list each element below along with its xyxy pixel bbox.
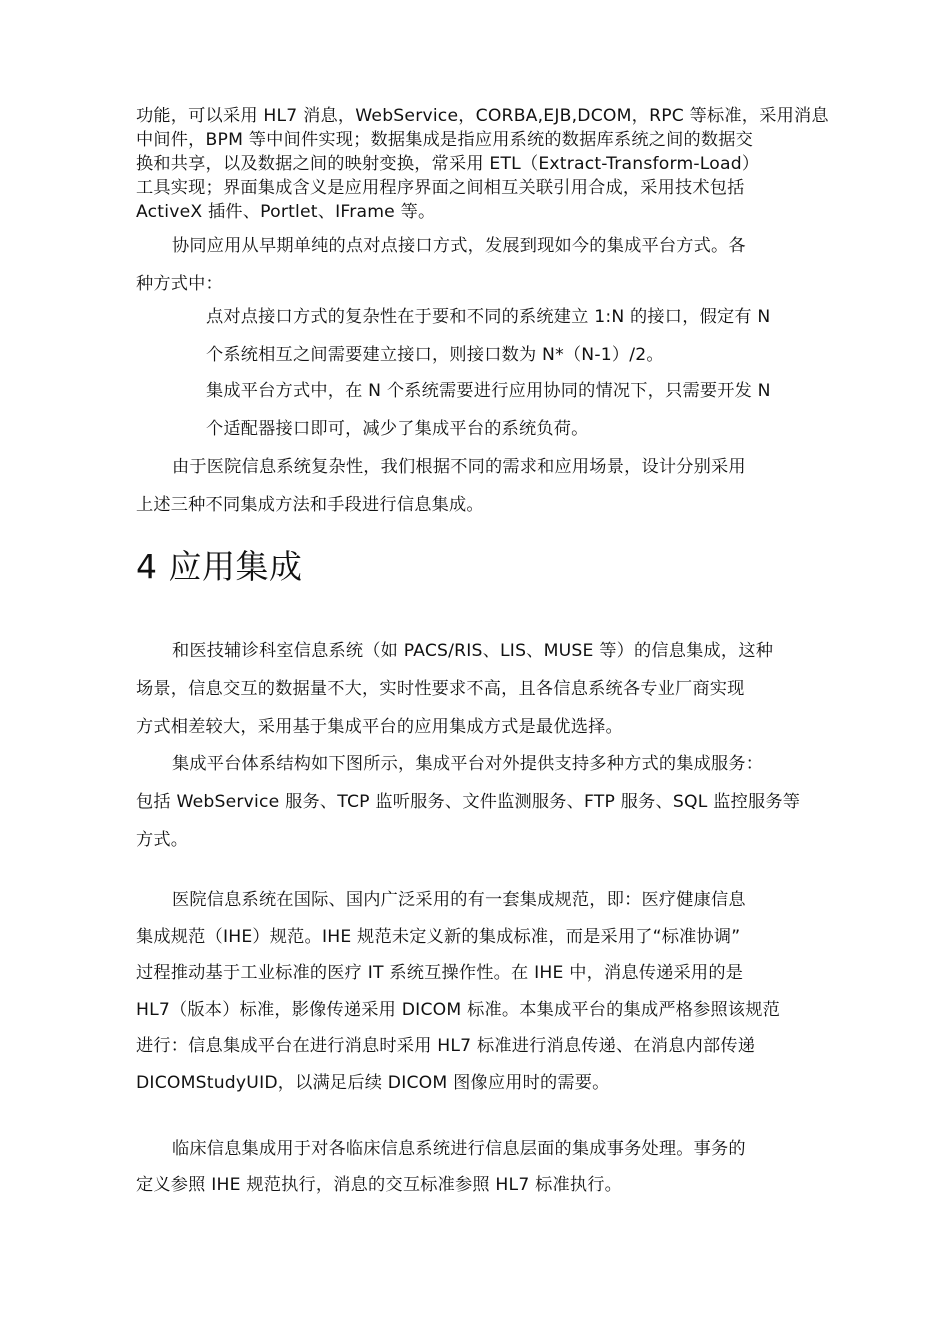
- paragraph-line: 定义参照 IHE 规范执行，消息的交互标准参照 HL7 标准执行。: [136, 1175, 623, 1195]
- paragraph-line: 医院信息系统在国际、国内广泛采用的有一套集成规范，即：医疗健康信息: [172, 890, 746, 910]
- paragraph-platform: [136, 372, 826, 448]
- paragraph-line: 方式相差较大，采用基于集成平台的应用集成方式是最优选择。: [136, 717, 623, 737]
- paragraph-line: 集成平台方式中，在 N 个系统需要进行应用协同的情况下，只需要开发 N: [206, 381, 771, 401]
- paragraph-point-to-point: [136, 298, 826, 374]
- paragraph-line: 种方式中：: [136, 274, 223, 294]
- paragraph-line: 中间件，BPM 等中间件实现；数据集成是指应用系统的数据库系统之间的数据交: [136, 130, 754, 150]
- section-heading: 4 应用集成: [136, 547, 303, 586]
- paragraph-line: 方式。: [136, 830, 189, 850]
- paragraph-line: 换和共享，以及数据之间的映射变换，常采用 ETL（Extract-Transform-Load）: [136, 154, 760, 174]
- paragraph-line: 集成平台体系结构如下图所示，集成平台对外提供支持多种方式的集成服务：: [172, 754, 764, 774]
- paragraph-line: 功能，可以采用 HL7 消息，WebService，CORBA,EJB,DCOM，RPC 等标准，采用消息: [136, 106, 829, 126]
- paragraph-line: 过程推动基于工业标准的医疗 IT 系统互操作性。在 IHE 中，消息传递采用的是: [136, 963, 744, 984]
- paragraph-clinical: [136, 1131, 826, 1203]
- paragraph-his: [136, 448, 826, 524]
- paragraph-cooperative: [136, 227, 826, 303]
- paragraph-line: 场景，信息交互的数据量不大，实时性要求不高，且各信息系统各专业厂商实现: [136, 679, 745, 699]
- paragraph-line: DICOMStudyUID，以满足后续 DICOM 图像应用时的需要。: [136, 1072, 610, 1093]
- paragraph-line: 点对点接口方式的复杂性在于要和不同的系统建立 1:N 的接口，假定有 N: [206, 307, 771, 327]
- paragraph-line: 包括 WebService 服务、TCP 监听服务、文件监测服务、FTP 服务、SQL 监控服务等: [136, 792, 801, 812]
- paragraph-line: 和医技辅诊科室信息系统（如 PACS/RIS、LIS、MUSE 等）的信息集成，这种: [172, 641, 774, 661]
- paragraph-line: 进行：信息集成平台在进行消息时采用 HL7 标准进行消息传递、在消息内部传递: [136, 1036, 756, 1057]
- paragraph-line: 临床信息集成用于对各临床信息系统进行信息层面的集成事务处理。事务的: [172, 1139, 746, 1159]
- paragraph-intro: [136, 104, 829, 224]
- paragraph-architecture: [136, 745, 826, 859]
- paragraph-line: 集成规范（IHE）规范。IHE 规范未定义新的集成标准，而是采用了“标准协调”: [136, 926, 741, 947]
- paragraph-ihe: [136, 882, 826, 1102]
- paragraph-line: 上述三种不同集成方法和手段进行信息集成。: [136, 495, 484, 515]
- paragraph-line: 个系统相互之间需要建立接口，则接口数为 N*（N-1）/2。: [206, 345, 664, 365]
- paragraph-line: HL7（版本）标准，影像传递采用 DICOM 标准。本集成平台的集成严格参照该规范: [136, 999, 781, 1020]
- paragraph-line: 由于医院信息系统复杂性，我们根据不同的需求和应用场景，设计分别采用: [172, 457, 746, 477]
- paragraph-line: 个适配器接口即可，减少了集成平台的系统负荷。: [206, 419, 589, 439]
- paragraph-line: ActiveX 插件、Portlet、IFrame 等。: [136, 202, 436, 222]
- paragraph-auxiliary: [136, 632, 826, 746]
- paragraph-line: 工具实现；界面集成含义是应用程序界面之间相互关联引用合成，采用技术包括: [136, 178, 745, 198]
- paragraph-line: 协同应用从早期单纯的点对点接口方式，发展到现如今的集成平台方式。各: [172, 236, 746, 256]
